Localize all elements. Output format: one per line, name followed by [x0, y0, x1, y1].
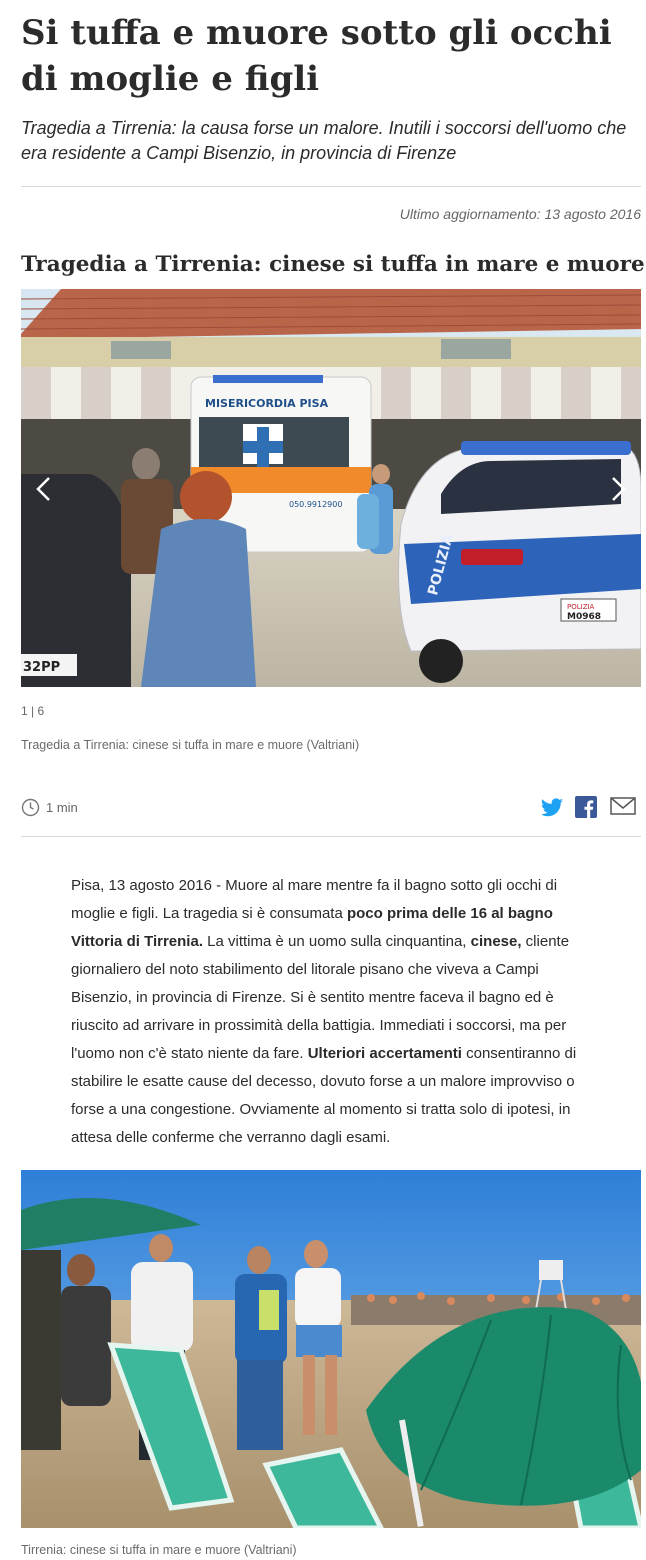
ambulance-label: MISERICORDIA PISA	[205, 397, 329, 410]
gallery-photo[interactable]	[21, 289, 641, 687]
car-plate: 32PP	[23, 660, 61, 675]
facebook-icon	[575, 796, 597, 818]
ambulance-phone: 050.9912900	[289, 500, 343, 509]
gallery-caption: Tragedia a Tirrenia: cinese si tuffa in mare e muore (Valtriani)	[21, 738, 360, 752]
twitter-icon	[539, 796, 565, 820]
twitter-share-button[interactable]	[539, 796, 565, 820]
article-body	[71, 872, 591, 1152]
article-subtitle: Tragedia a Tirrenia: la causa forse un malore. Inutili i soccorsi dell'uomo che era residente a Campi Bisenzio, in provincia di Firenze	[21, 118, 627, 163]
gallery-next-button[interactable]	[605, 474, 631, 504]
clock-icon	[21, 798, 40, 817]
ambulance-police-scene	[21, 289, 641, 687]
read-time	[21, 797, 78, 817]
body-text-3: cliente giornaliero del noto stabilimento del litorale pisano che viveva a Campi Bisenzio, in provincia di Firenze. Si è sentito mentre faceva il bagno ed è riuscito ad arrivare in prossimità della battigia. Immediati i soccorsi, ma per l'uomo non c'è stato niente da fare.	[71, 933, 570, 1062]
body-bold-1: poco prima delle 16 al bagno Vittoria di Tirrenia.	[71, 905, 553, 950]
beach-photo	[21, 1170, 641, 1528]
car-side-label: POLIZIA	[425, 532, 457, 598]
gallery-title: Tragedia a Tirrenia: cinese si tuffa in mare e muore	[21, 252, 645, 277]
article-title: Si tuffa e muore sotto gli occhi di moglie e figli	[21, 13, 612, 99]
facebook-share-button[interactable]	[575, 796, 601, 820]
mail-icon	[610, 796, 636, 816]
police-plate-top: POLIZIA	[567, 603, 595, 611]
read-time-label: 1 min	[46, 799, 78, 815]
body-bold-2: cinese,	[470, 933, 522, 950]
beach-scene	[21, 1170, 641, 1528]
divider	[21, 186, 641, 187]
gallery-prev-button[interactable]	[31, 474, 57, 504]
body-text-4: consentiranno di stabilire le esatte cause del decesso, dovuto forse a un malore improvviso o forse a una congestione. Ovviamente al momento si tratta solo di ipotesi, in attesa delle conferme che verranno dagli esami.	[71, 1045, 577, 1146]
mail-share-button[interactable]	[610, 796, 636, 820]
second-photo-caption: Tirrenia: cinese si tuffa in mare e muore (Valtriani)	[21, 1543, 297, 1557]
chevron-right-icon	[605, 474, 631, 504]
divider	[21, 836, 641, 837]
police-plate: M0968	[567, 612, 602, 622]
gallery-counter: 1 | 6	[21, 704, 45, 718]
body-bold-3: Ulteriori accertamenti	[307, 1045, 462, 1062]
body-text-1: Pisa, 13 agosto 2016 - Muore al mare mentre fa il bagno sotto gli occhi di moglie e figli. La tragedia si è consumata	[71, 877, 558, 922]
last-updated: Ultimo aggiornamento: 13 agosto 2016	[399, 206, 641, 222]
body-text-2: La vittima è un uomo sulla cinquantina,	[202, 933, 471, 950]
chevron-left-icon	[31, 474, 57, 504]
